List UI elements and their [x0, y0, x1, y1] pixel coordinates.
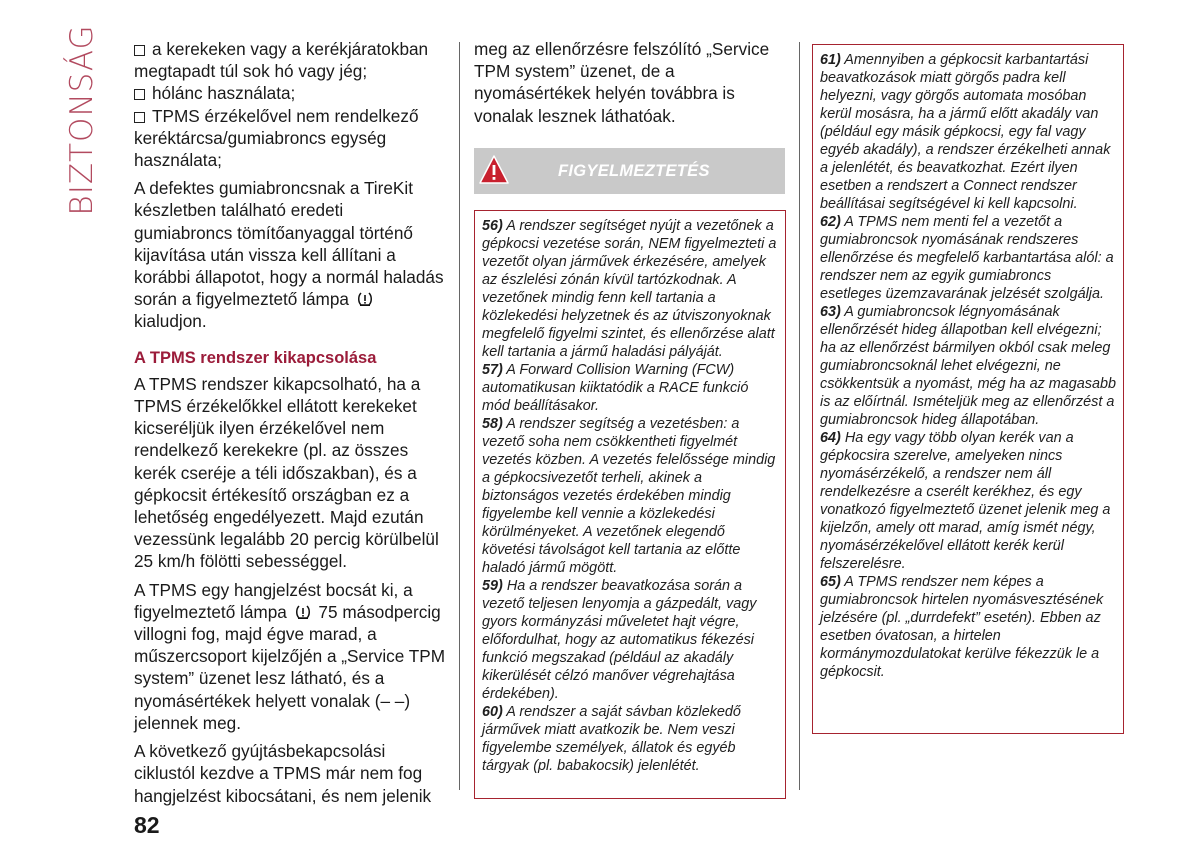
page-number: 82	[134, 812, 160, 838]
column-divider-2	[799, 42, 800, 790]
column-divider-1	[459, 42, 460, 790]
note-item: 62) A TPMS nem menti fel a vezetőt a gumiabroncsok nyomásának rendszeres ellenőrzése és megfelelő karbantartása alól: a rendszer nem az egyik gumiabroncs esetleges üzemzavarának jelzését szolgálja.	[820, 214, 1114, 302]
section-label	[60, 24, 104, 216]
note-item: 59) Ha a rendszer beavatkozása során a vezető teljesen lenyomja a gázpedált, vagy gyors kormányzási műveletet hajt végre, előfordulhat, hogy az automatikus fékezési funkció megszakad (például az akadály kikerülését célzó manőver végrehajtása érdekében).	[482, 578, 757, 702]
list-item: hólánc használata;	[134, 82, 446, 104]
note-item: 61) Amennyiben a gépkocsit karbantartási beavatkozások miatt görgős padra kell helyezni, vagy görgős automata mosóban kerül mosásra, ha a jármű előtt akadály van (például egy másik gépkocsi, egy fal vagy egyéb akadály), a rendszer érzékelheti annak a jelenlétét, és beavatkozhat. Ezért ilyen esetben a rendszert a Connect rendszer beállításai segítségével ki kell kapcsolni.	[820, 52, 1111, 212]
notes-box-right	[812, 44, 1124, 734]
tpms-warning-lamp-icon	[295, 604, 311, 620]
column-left	[134, 38, 446, 813]
checkbox-bullet-icon	[134, 45, 145, 56]
section-heading: A TPMS rendszer kikapcsolása	[134, 348, 377, 367]
note-item: 65) A TPMS rendszer nem képes a gumiabroncsok hirtelen nyomásvesztésének jelzésére (pl. „durrdefekt” esetén). Ebben az esetben óvatosan, a hirtelen kormánymozdulatokat kerülve fékezzük le a gépkocsit.	[820, 574, 1104, 680]
note-item: 60) A rendszer a saját sávban közlekedő járművek miatt avatkozik be. Nem veszi figyelembe személyek, állatok és egyéb tárgyak (pl. babakocsik) jelenlétét.	[482, 704, 741, 774]
section-label-text: BIZTONSÁG	[64, 24, 100, 216]
paragraph-disable: A TPMS rendszer kikapcsolható, ha a TPMS érzékelőkkel ellátott kerekeket kicseréljük ilyen érzékelővel nem rendelkező kerekekre (pl. az összes kerék cseréje a téli időszakban), és a gépkocsit értékesítő országban ez a lehetőség engedélyezett. Majd ezután vezessünk legalább 20 percig körülbelül 25 km/h fölötti sebességgel.	[134, 373, 439, 572]
list-item: a kerekeken vagy a kerékjáratokban megtapadt túl sok hó vagy jég;	[134, 39, 429, 82]
paragraph-continued: meg az ellenőrzésre felszólító „Service TPM system” üzenet, de a nyomásértékek helyén továbbra is vonalak lesznek láthatóak.	[474, 39, 770, 126]
note-item: 56) A rendszer segítséget nyújt a vezetőnek a gépkocsi vezetése során, NEM figyelmezteti a vezetőt olyan járművek érkezésére, amelyek az észlelési zónán kívül tartózkodnak. A vezetőnek mindig fenn kell tartania a közlekedési helyzetnek és az útviszonyoknak megfelelő figyelmi szintet, és ellenőrzése alatt kell tartania a jármű haladási pályáját.	[482, 218, 777, 360]
note-item: 63) A gumiabroncsok légnyomásának ellenőrzését hideg állapotban kell elvégezni; ha az ellenőrzést bármilyen okból csak meleg gumiabroncsoknál lehet elvégezni, ne csökkentsük a nyomást, még ha az magasabb is az előírtnál. Ismételjük meg az ellenőrzést a gumiabroncsok hideg állapotában.	[820, 304, 1116, 428]
note-item: 64) Ha egy vagy több olyan kerék van a gépkocsira szerelve, amelyeken nincs nyomásérzékelő, a rendszer nem áll rendelkezésre a cserélt kerékhez, és egy vonatkozó figyelmeztető üzenet jelenik meg a kijelzőn, amely ott marad, amíg ismét négy, nyomásérzékelővel ellátott kerék kerül felszerelésre.	[820, 430, 1111, 572]
paragraph-signal: A TPMS egy hangjelzést bocsát ki, a figyelmeztető lámpa 75 másodpercig villogni fog, majd égve marad, a műszercsoport kijelzőjén a „Service TPM system” üzenet lesz látható, és a nyomásértékek helyett vonalak (– –) jelennek meg.	[134, 579, 446, 733]
paragraph-tirekit: A defektes gumiabroncsnak a TireKit készletben található eredeti gumiabroncs tömítőanyaggal történő kijavítása után vissza kell állítani a korábbi állapotot, hogy a normál haladás során a figyelmeztető lámpa kialudjon.	[134, 178, 444, 332]
warning-banner	[474, 148, 785, 194]
checkbox-bullet-icon	[134, 89, 145, 100]
warning-title: FIGYELMEZTETÉS	[558, 162, 710, 180]
tpms-warning-lamp-icon	[357, 291, 373, 307]
list-item: TPMS érzékelővel nem rendelkező keréktárcsa/gumiabroncs egység használata;	[134, 105, 419, 171]
notes-box-left	[474, 210, 786, 799]
note-item: 58) A rendszer segítség a vezetésben: a vezető soha nem csökkentheti figyelmét vezetés közben. A vezetés felelőssége mindig a gépkocsivezetőt terheli, akinek a biztonságos vezetés érdekében mindig figyelembe kell vennie a közlekedési körülményeket. A vezetőnek elegendő követési távolságot kell tartania az előtte haladó jármű mögött.	[482, 416, 776, 576]
note-item: 57) A Forward Collision Warning (FCW) automatikusan kiiktatódik a RACE funkció mód beállításakor.	[482, 362, 749, 414]
paragraph-next-cycle: A következő gyújtásbekapcsolási ciklustól kezdve a TPMS már nem fog hangjelzést kibocsátani, és nem jelenik	[134, 741, 432, 806]
warning-triangle-icon	[478, 154, 510, 186]
checkbox-bullet-icon	[134, 112, 145, 123]
column-middle	[474, 38, 786, 127]
